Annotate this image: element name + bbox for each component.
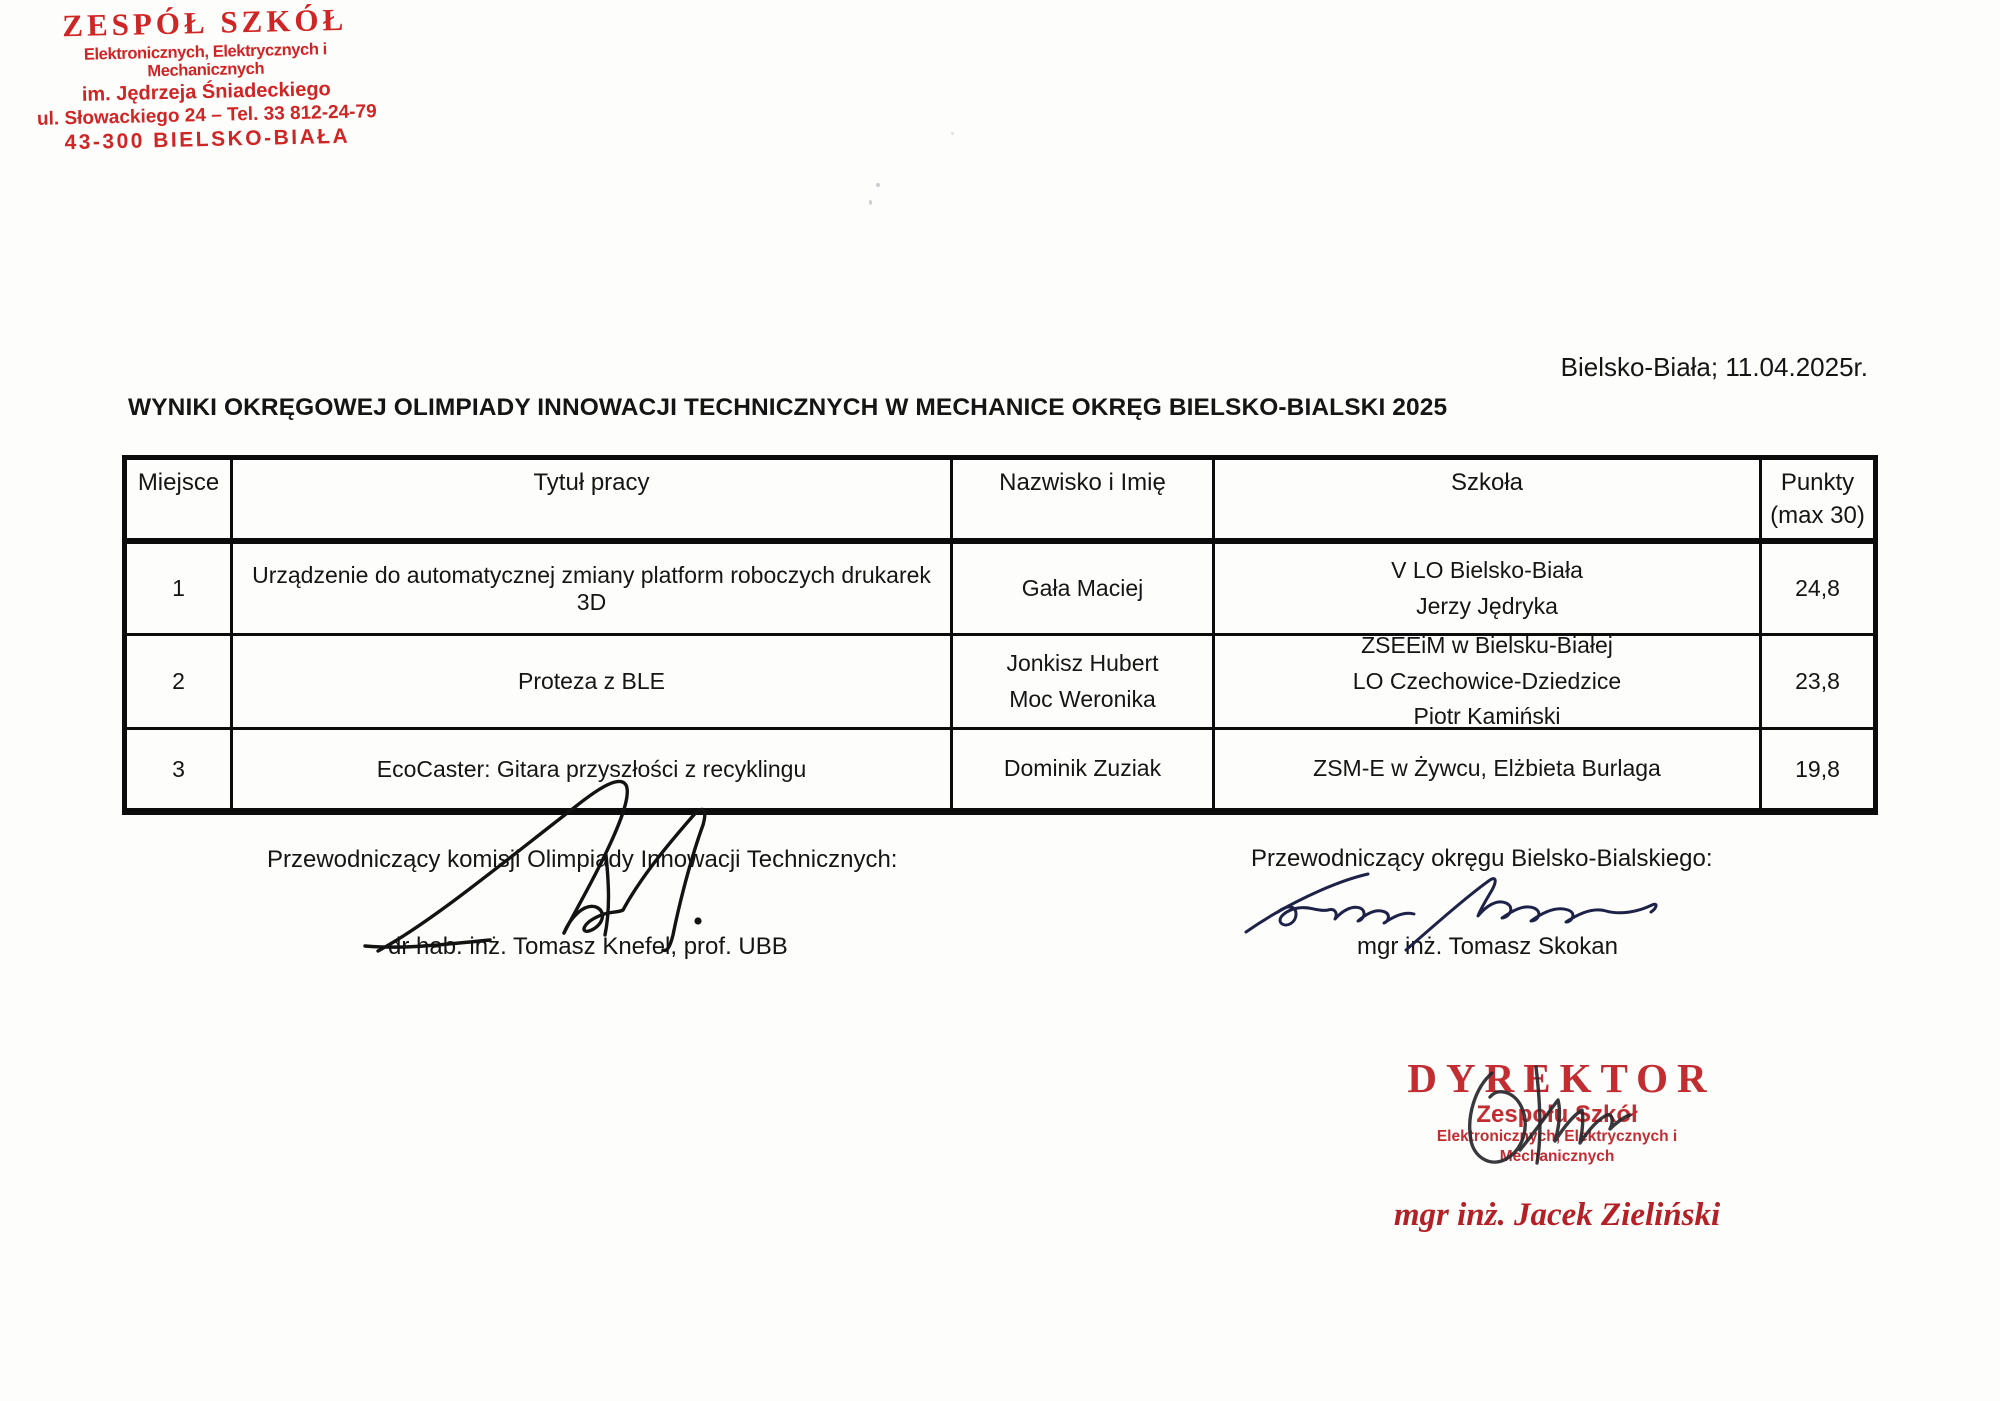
director-stamp-org-detail: Elektronicznych, Elektrycznych i Mechanicznych [1436, 1128, 1678, 1166]
left-signature-caption: Przewodniczący komisji Olimpiady Innowacji Technicznych: [267, 846, 898, 873]
row2-points: 23,8 [1762, 636, 1873, 730]
school-stamp-subtitle: Elektronicznych, Elektrycznych i Mechanicznych [83, 39, 328, 81]
row1-points: 24,8 [1762, 544, 1873, 636]
school-stamp-city: 43-300 BIELSKO-BIAŁA [64, 125, 351, 155]
row1-person [953, 544, 1215, 636]
row2-person-line: Jonkisz Hubert [1006, 649, 1159, 676]
scan-speck [869, 200, 872, 205]
right-signature-caption: Przewodniczący okręgu Bielsko-Bialskiego: [1251, 845, 1713, 872]
header-points-note: (max 30) [1770, 502, 1865, 529]
row1-school [1215, 544, 1762, 636]
header-school: Szkoła [1215, 460, 1762, 544]
school-stamp-patron: im. Jędrzeja Śniadeckiego [81, 77, 332, 106]
director-stamp-title: DYREKTOR [1407, 1055, 1716, 1101]
director-stamp-org: Zespołu Szkół [1476, 1101, 1638, 1128]
results-table [122, 455, 1878, 815]
row2-place: 2 [127, 636, 233, 730]
school-stamp-address: ul. Słowackiego 24 – Tel. 33 812-24-79 [36, 101, 377, 130]
place-date-line: Bielsko-Biała; 11.04.2025r. [1560, 352, 1868, 382]
row3-person-line: Dominik Zuziak [1003, 755, 1162, 782]
header-work-title: Tytuł pracy [233, 460, 953, 544]
row3-points: 19,8 [1795, 755, 1840, 782]
row3-school-line: ZSM-E w Żywcu, Elżbieta Burlaga [1313, 755, 1661, 782]
header-place: Miejsce [127, 460, 233, 544]
school-stamp [28, 2, 383, 156]
right-signatory-name: mgr inż. Tomasz Skokan [1357, 933, 1618, 960]
row2-work-title: Proteza z BLE [233, 636, 953, 730]
row1-school-line: Jerzy Jędryka [1416, 592, 1558, 619]
row2-person-line: Moc Weronika [1009, 685, 1156, 712]
director-name: mgr inż. Jacek Zieliński [1393, 1197, 1721, 1234]
director-stamp [1387, 1055, 1727, 1234]
left-signatory-name: dr hab. inż. Tomasz Knefel, prof. UBB [388, 933, 788, 960]
scan-speck [876, 183, 880, 187]
document-title: WYNIKI OKRĘGOWEJ OLIMPIADY INNOWACJI TECHNICZNYCH W MECHANICE OKRĘG BIELSKO-BIALSKI 2025 [128, 394, 1448, 421]
header-person: Nazwisko i Imię [953, 460, 1215, 544]
scan-speck [951, 132, 954, 135]
row2-school [1215, 636, 1762, 730]
row2-school-line: LO Czechowice-Dziedzice [1352, 667, 1622, 694]
header-points-label: Punkty [1780, 469, 1855, 496]
header-points [1762, 460, 1873, 544]
row2-school-line: ZSEEiM w Bielsku-Białej [1361, 636, 1613, 659]
row1-place: 1 [127, 544, 233, 636]
school-stamp-name: ZESPÓŁ SZKÓŁ [61, 1, 348, 44]
row3-person [953, 730, 1215, 808]
row1-school-line: V LO Bielsko-Biała [1391, 556, 1583, 583]
row1-work-title: Urządzenie do automatycznej zmiany platform roboczych drukarek 3D [233, 544, 953, 636]
row3-place: 3 [127, 730, 233, 808]
row3-school [1215, 730, 1762, 808]
row2-person [953, 636, 1215, 730]
row3-work-title: EcoCaster: Gitara przyszłości z recyklingu [233, 730, 953, 808]
row2-school-line: Piotr Kamiński [1413, 703, 1561, 730]
row1-person-line: Gała Maciej [1021, 574, 1144, 601]
